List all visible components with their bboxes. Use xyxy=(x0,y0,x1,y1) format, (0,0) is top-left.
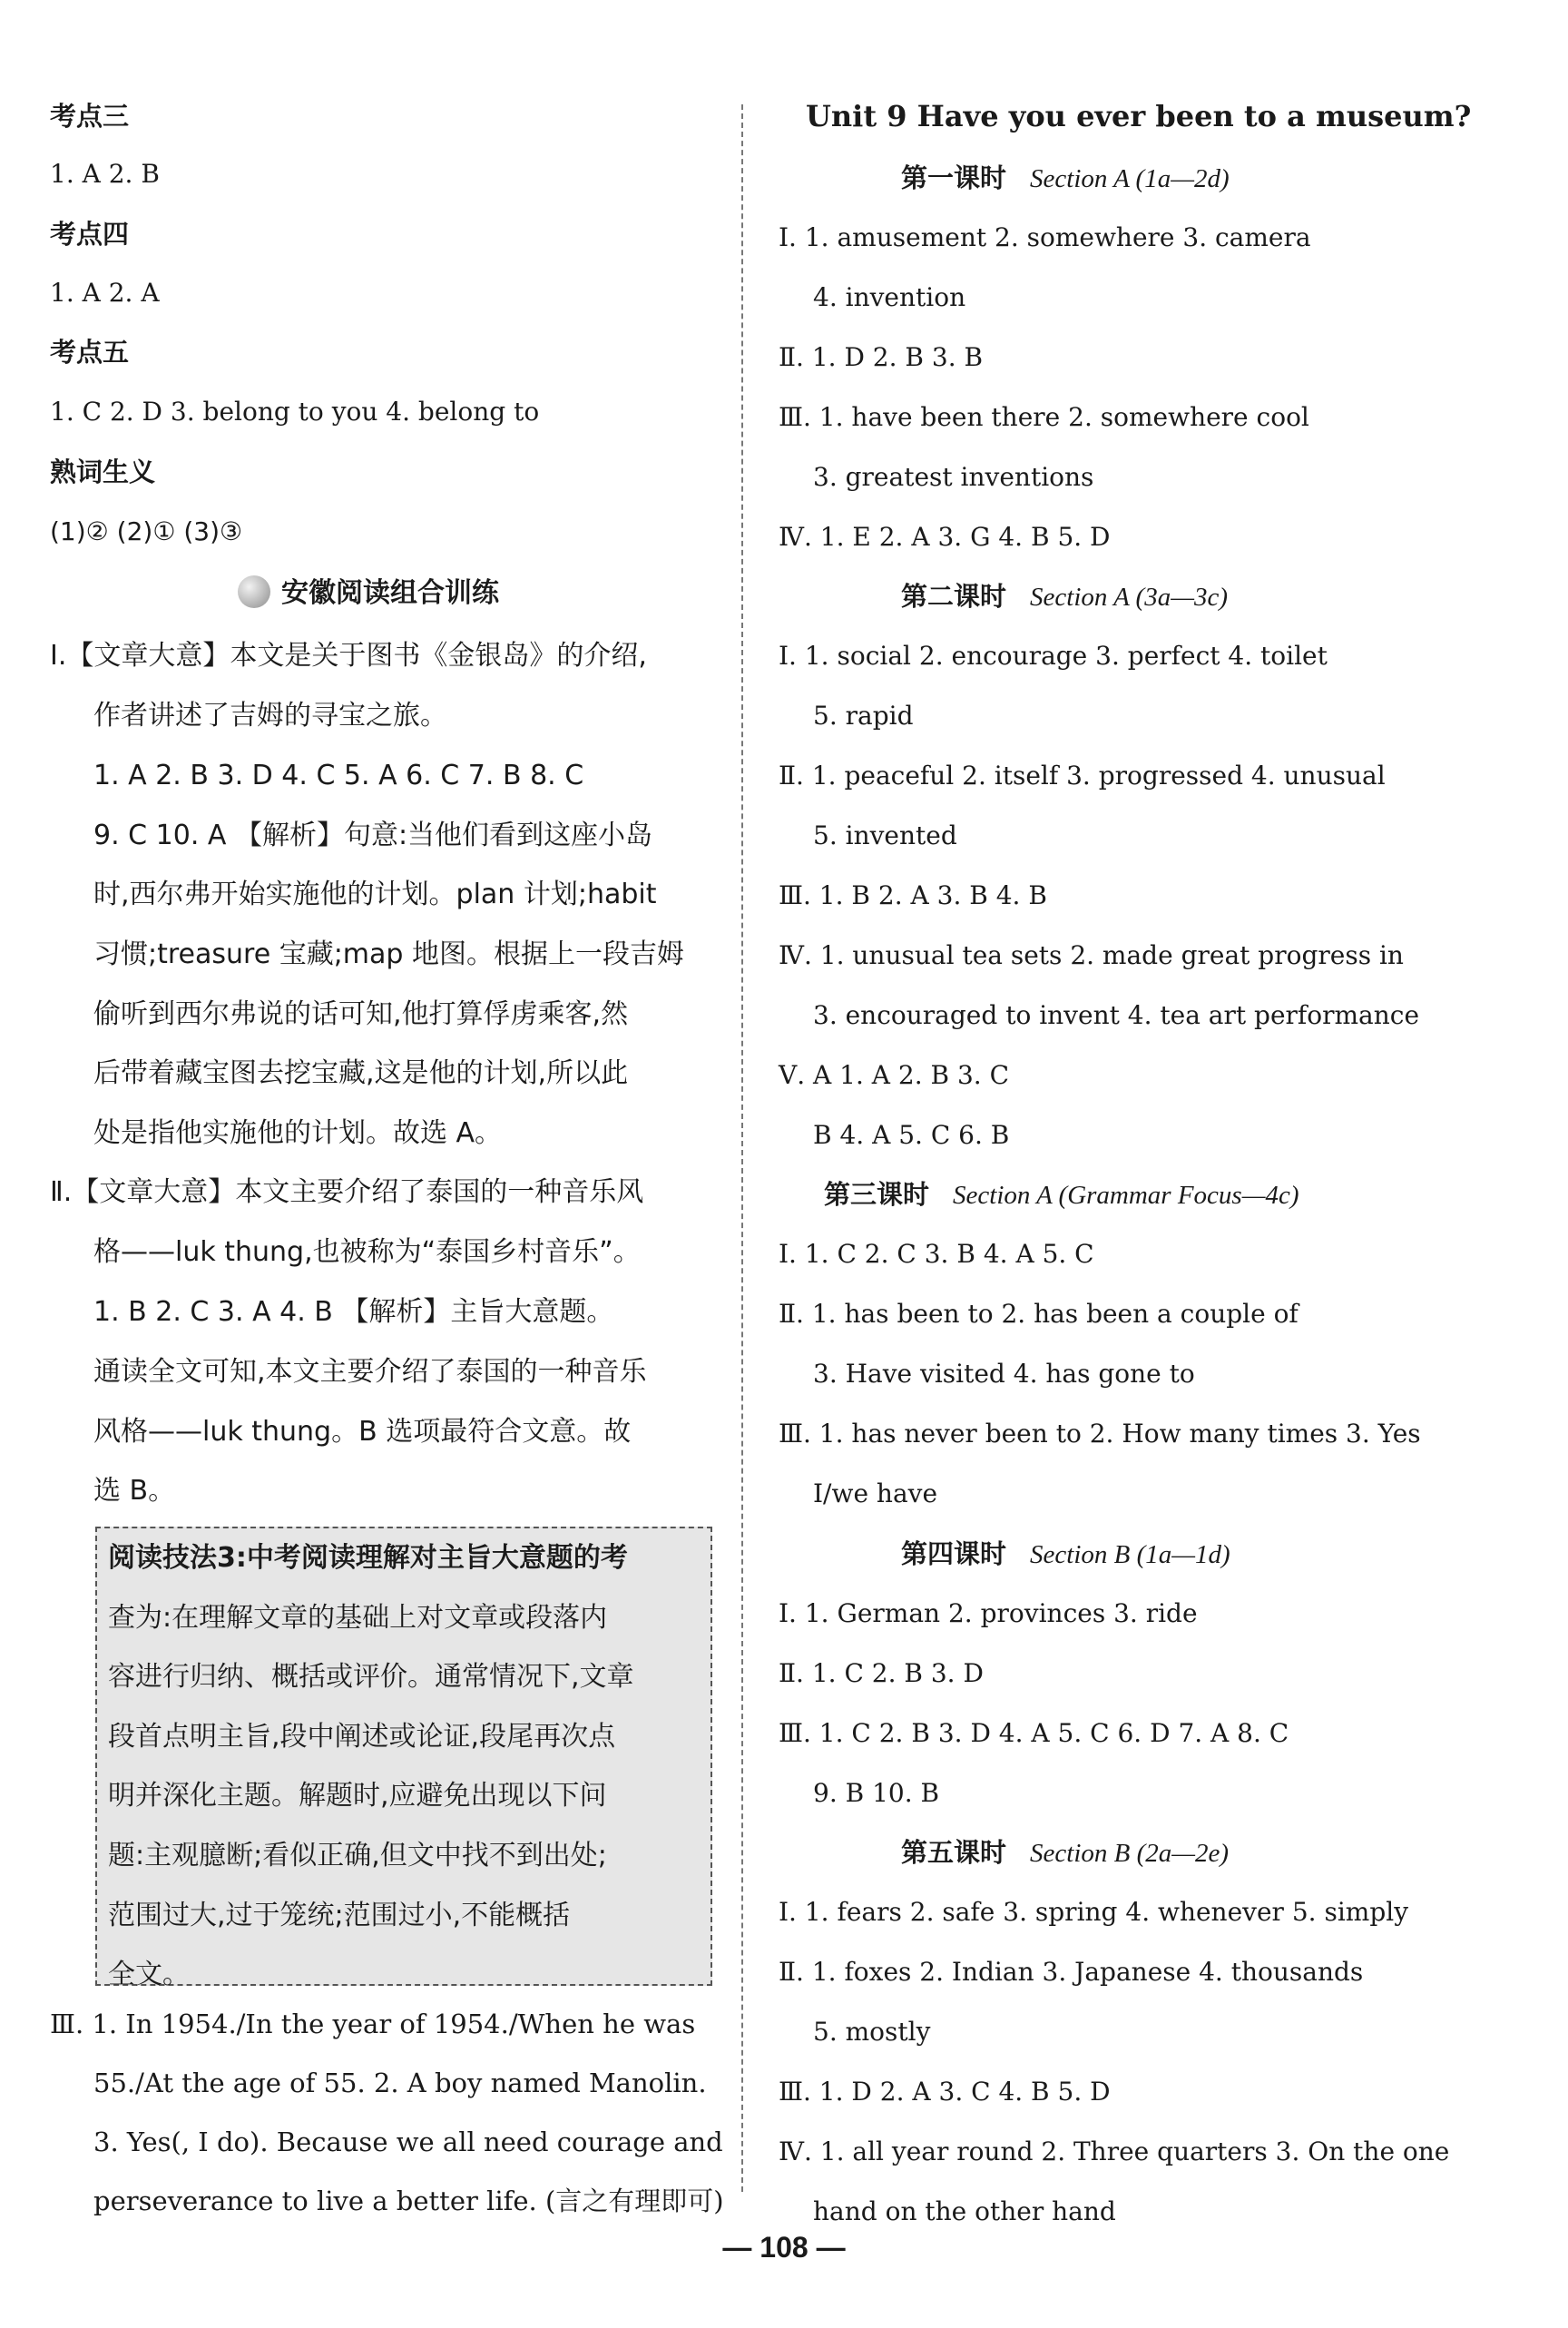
heading-kaodian5: 考点五 xyxy=(50,337,130,368)
answer-line: 5. mostly xyxy=(813,2017,931,2047)
answer-line: Ⅰ. 1. amusement 2. somewhere 3. camera xyxy=(779,222,1311,252)
lesson4-heading: 第四课时 Section B (1a—1d) xyxy=(901,1538,1230,1569)
passage1-line: 9. C 10. A 【解析】句意:当他们看到这座小岛 xyxy=(93,820,653,851)
passage1-line: 1. A 2. B 3. D 4. C 5. A 6. C 7. B 8. C xyxy=(93,760,584,791)
answer-line: Ⅰ. 1. C 2. C 3. B 4. A 5. C xyxy=(779,1239,1094,1269)
page-number: — 108 — xyxy=(722,2231,846,2264)
answer-line: 4. invention xyxy=(813,282,966,312)
answers-kaodian4: 1. A 2. A xyxy=(50,278,160,308)
passage1-line: 习惯;treasure 宝藏;map 地图。根据上一段吉姆 xyxy=(93,938,684,970)
section-title: 安徽阅读组合训练 xyxy=(238,574,499,614)
passage3-line: Ⅲ. 1. In 1954./In the year of 1954./When he was xyxy=(50,2009,696,2039)
answer-line: Ⅱ. 1. foxes 2. Indian 3. Japanese 4. thousands xyxy=(779,1957,1364,1987)
answer-line: Ⅲ. 1. C 2. B 3. D 4. A 5. C 6. D 7. A 8. C xyxy=(779,1718,1289,1748)
answer-line: 5. rapid xyxy=(813,701,914,731)
tip-line: 范围过大,过于笼统;范围过小,不能概括 xyxy=(108,1899,571,1931)
lesson3-heading: 第三课时 Section A (Grammar Focus—4c) xyxy=(824,1179,1299,1210)
answer-line: Ⅲ. 1. has never been to 2. How many times 3. Yes xyxy=(779,1419,1421,1449)
answers-shuci: (1)② (2)① (3)③ xyxy=(50,516,243,546)
tip-line: 阅读技法3:中考阅读理解对主旨大意题的考 xyxy=(108,1542,628,1574)
passage1-line: 作者讲述了吉姆的寻宝之旅。 xyxy=(93,700,447,732)
answer-line: Ⅲ. 1. D 2. A 3. C 4. B 5. D xyxy=(779,2077,1111,2107)
tip-line: 题:主观臆断;看似正确,但文中找不到出处; xyxy=(108,1839,607,1871)
lesson2-heading: 第二课时 Section A (3a—3c) xyxy=(901,581,1229,612)
tip-line: 全文。 xyxy=(108,1959,190,1991)
answer-line: hand on the other hand xyxy=(813,2196,1116,2226)
answer-line: 9. B 10. B xyxy=(813,1778,940,1808)
passage1-line: Ⅰ.【文章大意】本文是关于图书《金银岛》的介绍, xyxy=(50,640,647,672)
answer-line: Ⅰ. 1. social 2. encourage 3. perfect 4. toilet xyxy=(779,641,1328,671)
answer-line: Ⅱ. 1. has been to 2. has been a couple of xyxy=(779,1299,1298,1329)
passage3-line: perseverance to live a better life. (言之有理即可) xyxy=(93,2186,724,2216)
tip-line: 段首点明主旨,段中阐述或论证,段尾再次点 xyxy=(108,1720,616,1753)
column-divider xyxy=(741,104,743,2192)
answer-line: Ⅰ. 1. German 2. provinces 3. ride xyxy=(779,1598,1198,1628)
tip-line: 查为:在理解文章的基础上对文章或段落内 xyxy=(108,1601,608,1634)
answers-kaodian3: 1. A 2. B xyxy=(50,159,160,189)
reading-tip-box xyxy=(95,1527,712,1991)
heading-kaodian4: 考点四 xyxy=(50,219,130,250)
answer-line: 3. greatest inventions xyxy=(813,462,1094,492)
passage1-line: 处是指他实施他的计划。故选 A。 xyxy=(93,1117,503,1149)
passage3-line: 55./At the age of 55. 2. A boy named Manolin. xyxy=(93,2068,707,2098)
passage1-line: 时,西尔弗开始实施他的计划。plan 计划;habit xyxy=(93,879,657,910)
passage2-line: 1. B 2. C 3. A 4. B 【解析】主旨大意题。 xyxy=(93,1296,614,1328)
passage2-line: 选 B。 xyxy=(93,1475,176,1507)
passage2-line: 格——luk thung,也被称为“泰国乡村音乐”。 xyxy=(93,1236,641,1268)
answer-line: Ⅲ. 1. B 2. A 3. B 4. B xyxy=(779,880,1047,910)
answer-line: Ⅲ. 1. have been there 2. somewhere cool xyxy=(779,402,1309,432)
answer-line: I/we have xyxy=(813,1478,938,1508)
passage3-line: 3. Yes(, I do). Because we all need courage and xyxy=(93,2127,723,2157)
answer-line: Ⅳ. 1. unusual tea sets 2. made great progress in xyxy=(779,940,1404,970)
answer-line: Ⅳ. 1. all year round 2. Three quarters 3. On the one xyxy=(779,2136,1450,2166)
answers-kaodian5: 1. C 2. D 3. belong to you 4. belong to xyxy=(50,397,540,427)
tip-line: 容进行归纳、概括或评价。通常情况下,文章 xyxy=(108,1661,634,1694)
tip-line: 明并深化主题。解题时,应避免出现以下问 xyxy=(108,1780,607,1812)
lesson5-heading: 第五课时 Section B (2a—2e) xyxy=(901,1837,1230,1868)
passage1-line: 后带着藏宝图去挖宝藏,这是他的计划,所以此 xyxy=(93,1057,629,1089)
passage1-line: 偷听到西尔弗说的话可知,他打算俘虏乘客,然 xyxy=(93,998,629,1030)
unit-title: Unit 9 Have you ever been to a museum? xyxy=(806,99,1472,133)
answer-line: 3. encouraged to invent 4. tea art performance xyxy=(813,1000,1420,1030)
answer-line: 5. invented xyxy=(813,820,957,850)
bullet-circle-icon xyxy=(238,575,270,608)
answer-line: Ⅳ. 1. E 2. A 3. G 4. B 5. D xyxy=(779,522,1111,552)
passage2-line: 通读全文可知,本文主要介绍了泰国的一种音乐 xyxy=(93,1356,647,1388)
heading-shuci: 熟词生义 xyxy=(50,457,156,487)
answer-line: B 4. A 5. C 6. B xyxy=(813,1120,1010,1150)
answer-line: Ⅱ. 1. peaceful 2. itself 3. progressed 4. unusual xyxy=(779,761,1386,791)
heading-kaodian3: 考点三 xyxy=(50,101,130,132)
answer-line: Ⅰ. 1. fears 2. safe 3. spring 4. whenever 5. simply xyxy=(779,1897,1409,1927)
answer-line: Ⅴ. A 1. A 2. B 3. C xyxy=(779,1060,1010,1090)
passage2-line: Ⅱ.【文章大意】本文主要介绍了泰国的一种音乐风 xyxy=(50,1176,644,1208)
answer-line: 3. Have visited 4. has gone to xyxy=(813,1359,1195,1389)
passage2-line: 风格——luk thung。B 选项最符合文意。故 xyxy=(93,1416,632,1448)
lesson1-heading: 第一课时 Section A (1a—2d) xyxy=(901,162,1230,193)
answer-line: Ⅱ. 1. C 2. B 3. D xyxy=(779,1658,984,1688)
answer-line: Ⅱ. 1. D 2. B 3. B xyxy=(779,342,984,372)
